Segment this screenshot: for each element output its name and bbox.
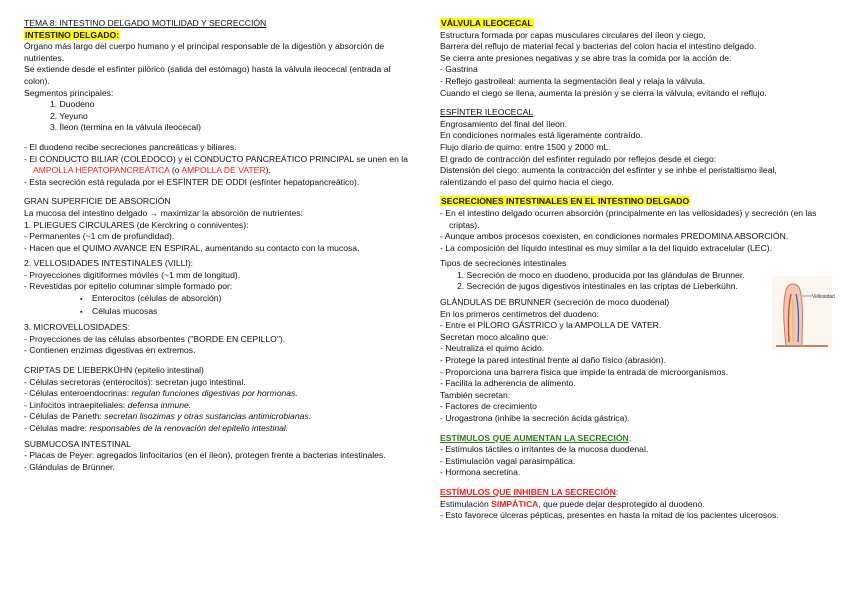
brunner-item-3: - Proporciona una barrera física que impide la entrada de microorganismos. [440,367,824,379]
vellosidades-item-1: - Proyecciones digitiformes móviles (~1 mm de longitud). [24,270,410,282]
submucosa-title: SUBMUCOSA INTESTINAL [24,438,131,449]
segmento-1: 1. Duodeno [50,99,95,110]
brunner-line-1: En los primeros centímetros del duodeno: [440,308,600,319]
secreciones-heading: SECRECIONES INTESTINALES EN EL INTESTINO DELGADO [441,196,690,207]
esfinter-title: ESFÍNTER ILEOCECAL [440,107,534,118]
valvula-dash-2: - Reflejo gastroileal: aumenta la segmentación ileal y relaja la válvula. [440,76,824,88]
tipos-item-1: 1. Secreción de moco en duodeno, producida por las glándulas de Brunner. [457,269,745,280]
tambien-item-1: - Factores de crecimiento [440,401,824,413]
criptas-item-5: - Células madre: responsables de la renovación del epitelio intestinal. [24,423,410,435]
vellosidades-bullet-1: ▪ Enterocitos (células de absorción) [24,293,410,306]
valvula-line-3: Se cierra ante presiones negativas y se abre tras la comida por la acción de: [440,52,732,63]
micro-item-1: - Proyecciones de las células absorbentes ("BORDE EN CEPILLO"). [24,334,410,346]
tambien-label: También secretan: [440,389,511,400]
micro-item-2: - Contienen enzimas digestivas en extremos. [24,345,410,357]
vellosidad-label: Vellosidad [812,294,835,300]
aumentan-item-3: - Hormona secretina. [440,467,824,479]
vellosidad-illustration [772,276,835,350]
tipos-item-2: 2. Secreción de jugos digestivos intestinales en las criptas de Lieberkühn. [457,281,738,292]
inhiben-title: ESTÍMULOS QUE INHIBEN LA SECRECIÓN [440,486,616,497]
esfinter-line-3: Flujo diario de quimo: entre 1500 y 2000 mL. [440,141,611,152]
criptas-item-2: - Células enteroendocrinas: regulan funciones digestivas por hormonas. [24,388,410,400]
brunner-title: GLÁNDULAS DE BRUNNER (secreción de moco duodenal) [440,297,670,308]
valvula-line-4: Cuando el ciego se llena, aumenta la presión y se cierra la válvula, evitando el reflujo. [440,87,767,98]
tipos-title: Tipos de secreciones intestinales [440,258,567,269]
criptas-item-3: - Linfocitos intraepiteliales: defensa inmune. [24,400,410,412]
inhiben-line-1: Estimulación SIMPÁTICA, que puede dejar desprotegido al duodeno. [440,498,705,509]
valvula-line-2: Barrera del reflujo de material fecal y bacterias del colon hacia el intestino delgado. [440,41,757,52]
pliegues-item-2: - Hacen que el QUIMO AVANCE EN ESPIRAL, aumentando su contacto con la mucosa. [24,243,410,255]
vellosidades-title: 2. VELLOSIDADES INTESTINALES (VILLI): [24,258,194,269]
submucosa-item-2: - Glándulas de Brünner. [24,462,410,474]
left-column [24,18,410,473]
criptas-item-4: - Células de Paneth: secretan lisozimas y otras sustancias antimicrobianas. [24,411,410,423]
aumentan-item-1: - Estímulos táctiles o irritantes de la mucosa duodenal. [440,444,824,456]
simpatica-text: SIMPÁTICA [491,498,539,509]
secreciones-dash-3: - La composición del líquido intestinal es muy similar a la del líquido extracelular (LEC). [440,243,824,255]
duodeno-item-2: - El CONDUCTO BILIAR (COLÉDOCO) y el CONDUCTO PANCREÁTICO PRINCIPAL se unen en la AMPOLLA HEPATOPANCREÁTICA (o AMPOLLA DE VATER). [24,154,410,177]
criptas-title: CRIPTAS DE LIEBERKÜHN (epitelio intestinal) [24,365,204,376]
brunner-dash: - Entre el PÍLORO GÁSTRICO y la AMPOLLA DE VATER. [440,320,824,332]
brunner-item-2: - Protege la pared intestinal frente al daño físico (abrasión). [440,355,824,367]
segmentos-label: Segmentos principales: [24,87,114,98]
brunner-item-1: - Neutraliza el quimo ácido. [440,343,824,355]
esfinter-line-2: En condiciones normales está ligeramente contraído. [440,130,643,141]
valvula-line-1: Estructura formada por capas musculares circulares del íleon y ciego, [440,29,706,40]
right-column: VÁLVULA ILEOCECAL Estructura formada por capas musculares circulares del íleon y ciego, Barrera del reflujo de material fecal y bacterias del colon hacia el intestino delgado. Se cierra ante presiones negativas y se abre tras la comida por la acción de: - Gastrina - Reflejo gastroileal: aumenta la segmentación ileal y relaja la válvula. Cuando el ciego se llena, aumenta la presión y se cierra la válvula, evitando el reflujo. ESFÍNTER ILEOCECAL Engrosamiento del final del íleon. En condiciones normales está ligeramente contraído. Flujo diario de quimo: entre 1500 y 2000 mL. El grado de contracción del esfínter regulado por reflejos desde el ciego: Distensión del ciego: aumenta la contracción del esfínter y se inhbe el peristaltismo ileal, ralentizando el paso del quimo hacia el ciego. SECRECIONES INTESTINALES EN EL INTESTINO DELGADO - En el intestino delgado ocurren absorción (principalmente en las vellosidades) y secreción (en las criptas). - Aunque ambos procesos coexisten, en condiciones normales PREDOMINA ABSORCIÓN. - La composición del líquido intestinal es muy similar a la del líquido extracelular (LEC). Tipos de secreciones intestinales 1. Secreción de moco en duodeno, producida por las glándulas de Brunner. 2. Secreción de jugos digestivos intestinales en las criptas de Lieberkühn. GLÁNDULAS DE BRUNNER (secreción de moco duodenal) En los primeros centímetros del duodeno: - Entre el PÍLORO GÁSTRICO y la AMPOLLA DE VATER. Secretan moco alcalino que: - Neutraliza el quimo ácido. - Protege la pared intestinal frente al daño físico (abrasión). - Proporciona una barrera física que impide la entrada de microorganismos. - Facilita la adherencia de alimento. También secretan: - Factores de crecimiento - Urogastrona (inhibe la secreción ácida gástrica). ESTÍMULOS QUE AUMENTAN LA SECRECIÓN: - Estímulos táctiles o irritantes de la mucosa duodenal. - Estimulación vagal parasimpática. - Hormona secretina. ESTÍMULOS QUE INHIBEN LA SECRECIÓN: Estimulación SIMPÁTICA, que puede dejar desprotegido al duodeno. - Esto favorece úlceras pépticas, presentes en hasta la mitad de los pacientes ulcerosos. [440,18,824,522]
esfinter-line-1: Engrosamiento del final del íleon. [440,118,568,129]
segmento-2: 2. Yeyuno [50,110,88,121]
brunner-item-4: - Facilita la adherencia de alimento. [440,378,824,390]
pliegues-title: 1. PLIEGUES CIRCULARES (de Kerckring o conniventes): [24,219,249,230]
secreciones-dash-2: - Aunque ambos procesos coexisten, en condiciones normales PREDOMINA ABSORCIÓN. [440,231,824,243]
duodeno-item-1: - El duodeno recibe secreciones pancreáticas y biliares. [24,142,410,154]
segmento-3: 3. Íleon (termina en la válvula ileocecal) [50,122,201,133]
secreciones-dash-1: - En el intestino delgado ocurren absorción (principalmente en las vellosidades) y secreción (en las criptas). [440,208,824,231]
intro-paragraph-1: Órgano más largo del cuerpo humano y el principal responsable de la digestión y absorción de nutrientes. [24,41,385,63]
duodeno-item-3: - Esta secreción está regulada por el ESFÍNTER DE ODDI (esfínter hepatopancreático). [24,177,410,189]
esfinter-line-4: El grado de contracción del esfínter regulado por reflejos desde el ciego: [440,153,717,164]
intro-paragraph-2: Se extiende desde el esfínter pilórico (salida del estómago) hasta la válvula ileocecal (entrada al colon). [24,64,391,86]
valvula-heading: VÁLVULA ILEOCECAL [441,18,533,28]
aumentan-title: ESTÍMULOS QUE AUMENTAN LA SECRECIÓN [440,432,629,443]
ampolla-de-vater: AMPOLLA DE VATER [181,165,266,176]
vellosidades-item-2: - Revestidas por epitelio columnar simple formado por: [24,281,410,293]
gran-superficie-title: GRAN SUPERFICIE DE ABSORCIÓN [24,196,171,207]
gran-superficie-intro: La mucosa del intestino delgado → maximizar la absorción de nutrientes: [24,207,303,218]
esfinter-line-5: Distensión del ciego: aumenta la contracción del esfínter y se inhbe el peristaltismo ileal, ralentizando el paso del quimo hacia el ciego. [440,165,777,187]
inhiben-dash: - Esto favorece úlceras pépticas, presentes en hasta la mitad de los pacientes ulcerosos. [440,510,824,522]
tambien-item-2: - Urogastrona (inhibe la secreción ácida gástrica). [440,413,824,425]
submucosa-item-1: - Placas de Peyer: agregados linfocitarios (en el íleon), protegen frente a bacterias intestinales. [24,450,410,462]
microvellosidades-title: 3. MICROVELLOSIDADES: [24,322,131,333]
document-title: TEMA 8: INTESTINO DELGADO MOTILIDAD Y SECRECCIÓN [24,18,267,28]
valvula-dash-1: - Gastrina [440,64,824,76]
ampolla-hepatopancreatica: AMPOLLA HEPATOPANCREÁTICA [33,165,170,176]
vellosidades-bullet-2: ▪ Células mucosas [24,306,410,319]
brunner-line-2: Secretan moco alcalino que: [440,331,549,342]
pliegues-item-1: - Permanentes (~1 cm de profundidad). [24,231,410,243]
aumentan-item-2: - Estimulación vagal parasimpática. [440,456,824,468]
intestino-heading: INTESTINO DELGADO: [25,29,120,40]
criptas-item-1: - Células secretoras (enterocitos): secretan jugo intestinal. [24,377,410,389]
